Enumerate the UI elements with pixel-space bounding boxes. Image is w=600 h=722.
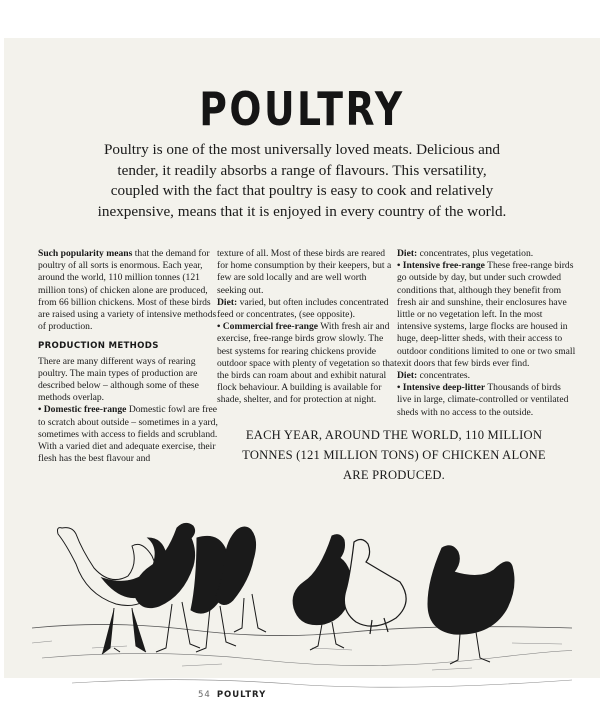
chickens-illustration — [32, 508, 572, 698]
list-item: • Commercial free-range With fresh air and exercise, free-range birds grow slowly. The best systems for rearing chickens provide outdoor space with plenty of vegetation so that the birds can roam about and exhibit natural flock behaviour. A building is available for shade, shelter, and for protection at night. — [217, 321, 397, 406]
list-item: • Intensive free-range These free-range birds go outside by day, but under such crowded conditions that, although they benefit from fresh air and sunshine, their enclosures have little or no vegetation left. In the most intensive systems, large flocks are housed in huge, deep-litter sheds, with their access to outdoor conditions limited to one or two small exit doors that few birds ever find. — [397, 260, 576, 369]
text-column-2 — [217, 248, 397, 407]
diet-line: Diet: concentrates. — [397, 370, 470, 382]
pull-quote: EACH YEAR, AROUND THE WORLD, 110 MILLION TONNES (121 MILLION TONS) OF CHICKEN ALONE ARE PRODUCED. — [242, 428, 546, 482]
list-item: • Domestic free-range Domestic fowl are free to scratch about outside – sometimes in a yard, sometimes with access to fields and scrubland. With a varied diet and adequate exercise, their flesh has the best flavour and — [38, 404, 218, 465]
page-title: POULTRY — [199, 82, 405, 136]
paragraph: Such popularity means that the demand for poultry of all sorts is enormous. Each year, around the world, 110 million tonnes (121 million tons) of chicken alone are produced, from 66 billion chickens. Most of these birds are raised using a variety of intensive methods of production. — [38, 248, 217, 333]
rooster-icon — [215, 527, 266, 632]
list-item: • Intensive deep-litter Thousands of birds live in large, climate-controlled or ventilated sheds with no access to the outside. — [397, 382, 569, 418]
paragraph: There are many different ways of rearing poultry. The main types of production are described below – although some of these methods overlap. — [38, 355, 199, 404]
page-footer — [198, 690, 266, 700]
page — [4, 38, 600, 678]
page-number: 54 — [198, 690, 211, 700]
diet-line: Diet: concentrates, plus vegetation. — [397, 248, 534, 259]
hen-icon — [428, 546, 514, 664]
section-heading: PRODUCTION METHODS — [38, 341, 159, 352]
lead-in: Such popularity means — [38, 248, 133, 259]
white-hen-icon — [344, 539, 406, 634]
paragraph: texture of all. Most of these birds are reared for home consumption by their keepers, but a few are sold locally and are well worth seeking out. — [217, 248, 392, 296]
text-column-3 — [397, 248, 577, 419]
text-column-1 — [38, 248, 218, 465]
section-name: POULTRY — [216, 690, 267, 700]
diet-line: Diet: varied, but often includes concentrated feed or concentrates, (see opposite). — [217, 296, 389, 321]
intro-paragraph: Poultry is one of the most universally loved meats. Delicious and tender, it readily absorbs a range of flavours. This versatility, coupled with the fact that poultry is easy to cook and relatively inexpensive, means that it is enjoyed in every country of the world. — [97, 141, 507, 220]
